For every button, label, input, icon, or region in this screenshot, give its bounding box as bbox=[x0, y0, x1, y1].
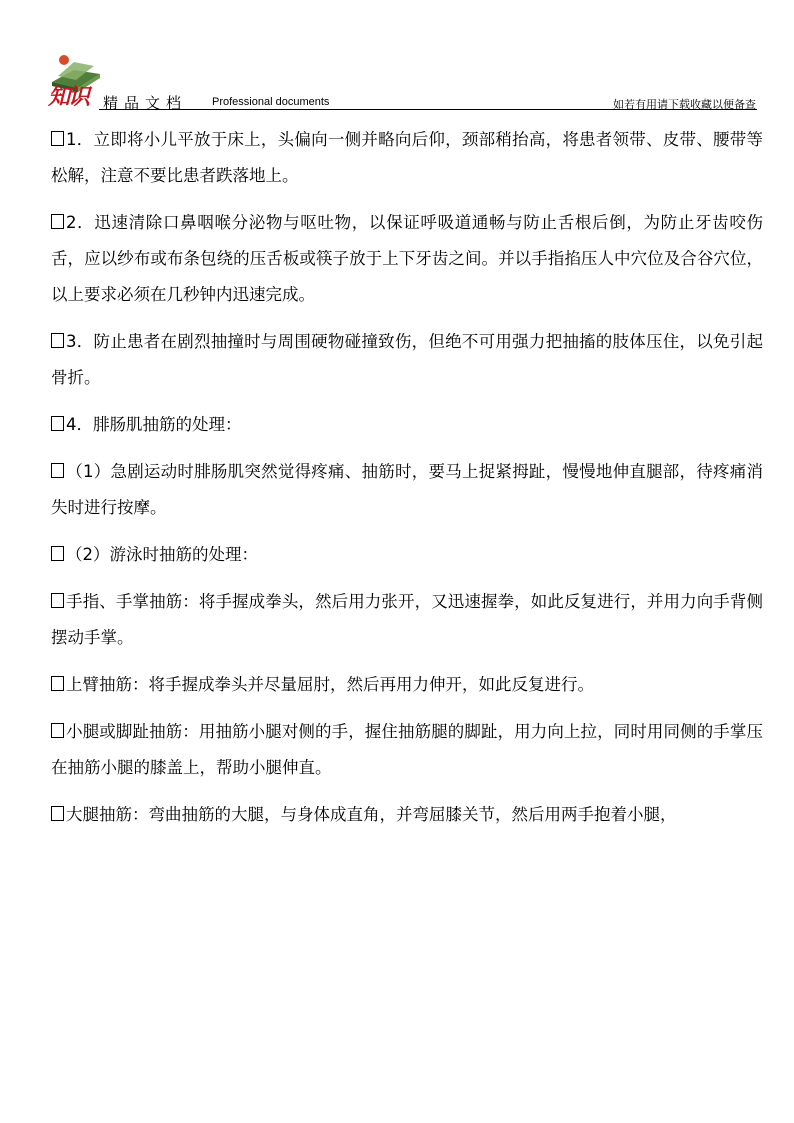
page-header bbox=[0, 0, 794, 112]
paragraph bbox=[51, 454, 763, 526]
document-body bbox=[51, 122, 763, 844]
paragraph-text: 1．立即将小儿平放于床上，头偏向一侧并略向后仰，颈部稍抬高，将患者领带、皮带、腰带等松解，注意不要比患者跌落地上。 bbox=[51, 130, 763, 185]
paragraph bbox=[51, 797, 763, 833]
checkbox-glyph-icon bbox=[51, 333, 64, 348]
checkbox-glyph-icon bbox=[51, 546, 64, 561]
header-subtitle: Professional documents bbox=[212, 96, 330, 108]
header-divider bbox=[99, 109, 757, 110]
paragraph bbox=[51, 714, 763, 786]
checkbox-glyph-icon bbox=[51, 463, 64, 478]
logo-text: 知识 bbox=[48, 84, 89, 110]
paragraph bbox=[51, 324, 763, 396]
paragraph bbox=[51, 205, 763, 313]
paragraph bbox=[51, 667, 763, 703]
paragraph-text: 手指、手掌抽筋：将手握成拳头，然后用力张开，又迅速握拳，如此反复进行，并用力向手背侧摆动手掌。 bbox=[51, 592, 763, 647]
paragraph bbox=[51, 584, 763, 656]
paragraph-text: 3．防止患者在剧烈抽撞时与周围硬物碰撞致伤，但绝不可用强力把抽搐的肢体压住，以免引起骨折。 bbox=[51, 332, 763, 387]
checkbox-glyph-icon bbox=[51, 214, 64, 229]
checkbox-glyph-icon bbox=[51, 676, 64, 691]
checkbox-glyph-icon bbox=[51, 806, 64, 821]
paragraph-text: （2）游泳时抽筋的处理： bbox=[66, 545, 258, 564]
paragraph-text: 上臂抽筋：将手握成拳头并尽量屈肘，然后再用力伸开，如此反复进行。 bbox=[66, 675, 594, 694]
header-title: 精品文档 bbox=[103, 94, 188, 112]
checkbox-glyph-icon bbox=[51, 593, 64, 608]
paragraph bbox=[51, 122, 763, 194]
paragraph-text: 小腿或脚趾抽筋：用抽筋小腿对侧的手，握住抽筋腿的脚趾，用力向上拉，同时用同侧的手掌压在抽筋小腿的膝盖上，帮助小腿伸直。 bbox=[51, 722, 763, 777]
checkbox-glyph-icon bbox=[51, 131, 64, 146]
paragraph-text: （1）急剧运动时腓肠肌突然觉得疼痛、抽筋时，要马上捉紧拇趾，慢慢地伸直腿部，待疼痛消失时进行按摩。 bbox=[51, 462, 763, 517]
paragraph bbox=[51, 537, 763, 573]
paragraph-text: 2．迅速清除口鼻咽喉分泌物与呕吐物，以保证呼吸道通畅与防止舌根后倒，为防止牙齿咬伤舌，应以纱布或布条包绕的压舌板或筷子放于上下牙齿之间。并以手指掐压人中穴位及合谷穴位，以上要求必须在几秒钟内迅速完成。 bbox=[51, 213, 763, 304]
checkbox-glyph-icon bbox=[51, 416, 64, 431]
header-right-note: 如若有用请下载收藏以便备查 bbox=[613, 98, 756, 111]
paragraph-text: 大腿抽筋：弯曲抽筋的大腿，与身体成直角，并弯屈膝关节，然后用两手抱着小腿， bbox=[66, 805, 677, 824]
paragraph-text: 4．腓肠肌抽筋的处理： bbox=[66, 415, 242, 434]
paragraph bbox=[51, 407, 763, 443]
checkbox-glyph-icon bbox=[51, 723, 64, 738]
